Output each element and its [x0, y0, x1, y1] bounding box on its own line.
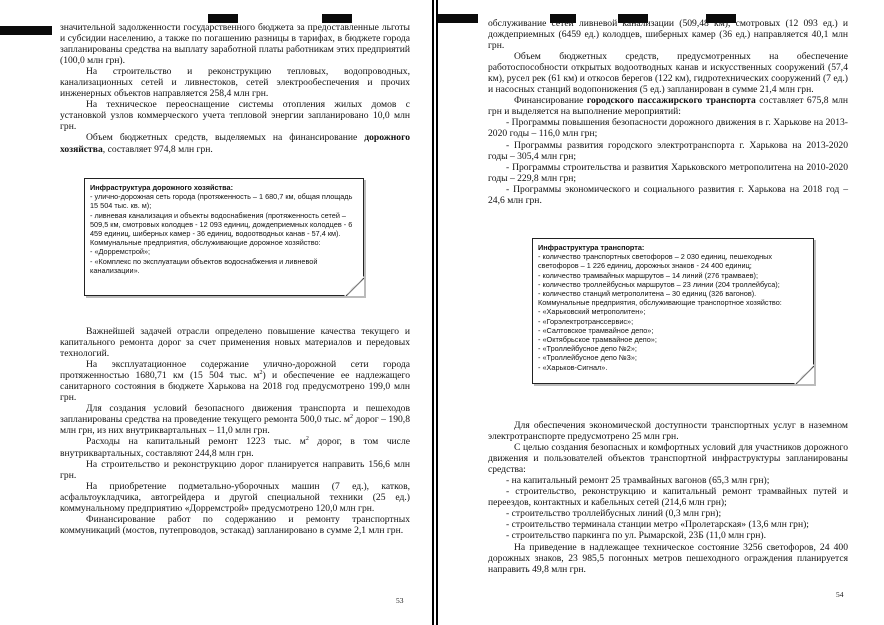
infobox-title: Инфраструктура дорожного хозяйства:	[90, 183, 234, 192]
infobox-line: - «Октябрьское трамвайное депо»;	[538, 335, 657, 345]
paragraph: На строительство и реконструкцию тепловых, водопроводных, канализационных сетей и ливнестоков, сетей электрообеспечения и прочих инженерных объектов направляется 258,4 млн грн.	[60, 66, 410, 100]
infobox-line: - улично-дорожная сеть города (протяженность – 1 680,7 км, общая площадь 15 504 тыс. кв. м);	[90, 192, 353, 211]
redaction-bar	[438, 14, 478, 23]
infobox-title: Инфраструктура транспорта:	[538, 243, 645, 252]
paragraph: На строительство и реконструкцию дорог планируется направить 156,6 млн грн.	[60, 458, 410, 481]
program-item: - Программы экономического и социального развития г. Харькова на 2018 год – 24,6 млн грн.	[488, 183, 848, 206]
infobox-line: - «Троллейбусное депо №2»;	[538, 344, 637, 354]
infobox-line: - «Комплекс по эксплуатации объектов водоснабжения и ливневой канализации».	[90, 256, 318, 275]
left-text-bottom	[60, 326, 410, 536]
page-left	[0, 0, 432, 625]
paragraph: Расходы на капитальный ремонт 1223 тыс. $м^2$ дорог, в том числе внутриквартальных, составляют 244,8 млн грн.	[60, 436, 410, 459]
paragraph: Для обеспечения экономической доступности транспортных услуг в наземном электротранспорте предусмотрено 25 млн грн.	[488, 420, 848, 443]
infobox-line: - количество транспортных светофоров – 2 030 единиц, пешеходных светофоров – 1 226 единиц, дорожных знаков - 24 400 единиц;	[538, 252, 773, 271]
infobox-road-infrastructure	[84, 178, 364, 296]
funding-item: - строительство, реконструкцию и капитальный ремонт трамвайных путей и переездов, контактных и кабельных сетей (214,6 млн грн);	[488, 486, 848, 509]
infobox-line: - количество троллейбусных маршрутов – 23 линии (204 троллейбуса);	[538, 279, 780, 289]
funding-item: - на капитальный ремонт 25 трамвайных вагонов (65,3 млн грн);	[506, 475, 770, 487]
page-number: 54	[836, 590, 844, 599]
paragraph: На техническое переоснащение системы отопления жилых домов с установкой узлов коммерческого учета тепловой энергии запланировано 10,0 млн грн.	[60, 99, 410, 133]
paragraph: На приобретение подметально-уборочных машин (7 ед.), катков, асфальтоукладчика, автогрейдера и другой специальной техники (25 ед.) коммунальному предприятию «Дорремстрой» предусмотрено 120,0 млн грн.	[60, 480, 410, 514]
infobox-line: - количество станций метрополитена – 30 единиц (326 вагонов).	[538, 289, 757, 299]
bold-term: городского пассажирского транспорта	[586, 95, 756, 107]
program-item: - Программы развития городского электротранспорта г. Харькова на 2013-2020 годы – 305,4 млн грн;	[488, 139, 848, 162]
redaction-bar	[0, 26, 52, 35]
bold-term: дорожного хозяйства	[60, 132, 410, 155]
infobox-line: - количество трамвайных маршрутов – 14 линий (276 трамваев);	[538, 270, 759, 280]
paragraph: Важнейшей задачей отрасли определено повышение качества текущего и капитального ремонта дорог за счет применения новых материалов и передовых технологий.	[60, 326, 410, 360]
funding-item: - строительство терминала станции метро «Пролетарская» (13,6 млн грн);	[506, 519, 809, 531]
left-text-top	[60, 22, 410, 155]
paragraph: Финансирование городского пассажирского транспорта составляет 675,8 млн грн и выделяется на выполнение мероприятий:	[488, 95, 848, 118]
infobox-line: - «Салтовское трамвайное депо»;	[538, 325, 654, 335]
paragraph: значительной задолженности государственного бюджета за предоставленные льготы и субсидии населению, а также по погашению разницы в тарифах, в бюджете города запланированы средства на выплату заработной платы работникам этих предприятий (100,0 млн грн).	[60, 22, 410, 67]
paragraph: Объем бюджетных средств, предусмотренных на обеспечение работоспособности открытых водоотводных канав и искусственных сооружений (57,4 км), русел рек (61 км) и откосов берегов (122 км), гидротехнических сооружений (7 ед.) и насосных станций водопонижения (5 ед.) запланирован в сумме 21,4 млн грн.	[488, 51, 848, 96]
program-item: - Программы строительства и развития Харьковского метрополитена на 2010-2020 годы – 229,8 млн грн;	[488, 161, 848, 184]
paragraph: На эксплуатационное содержание улично-дорожной сети города протяженностью 1680,71 км (15 504 тыс. $м^2$) и обеспечение ее надлежащего санитарного состояния в бюджете Харькова на 2018 год предусмотрено 199,0 млн грн.	[60, 359, 410, 404]
right-text-bottom	[488, 420, 848, 575]
page-right	[438, 0, 884, 625]
paragraph: Для создания условий безопасного движения транспорта и пешеходов запланированы средства на проведение текущего ремонта 500,0 тыс. $м^2$ дорог – 190,8 млн грн, из них внутриквартальных – 11,0 млн грн.	[60, 403, 410, 437]
right-text-top	[488, 18, 848, 206]
page-gutter-gap	[434, 0, 436, 625]
paragraph: обслуживание сетей ливневой канализации (509,48 км), смотровых (12 093 ед.) и дождеприемных (6459 ед.) колодцев, шиберных камер (36 ед.) направляется 40,1 млн грн.	[488, 18, 848, 52]
infobox-line: - «Дорремстрой»;	[90, 247, 151, 257]
page-curl-icon	[344, 276, 364, 296]
infobox-transport-infrastructure	[532, 238, 814, 384]
paragraph: С целью создания безопасных и комфортных условий для участников дорожного движения и пользователей объектов транспортной инфраструктуры запланированы средства:	[488, 442, 848, 476]
infobox-line: Коммунальные предприятия, обслуживающие дорожное хозяйство:	[90, 238, 321, 248]
paragraph: Финансирование работ по содержанию и ремонту транспортных коммуникаций (мостов, путепроводов, эстакад) запланировано в сумме 2,1 млн грн.	[60, 513, 410, 536]
paragraph: Объем бюджетных средств, выделяемых на финансирование дорожного хозяйства, составляет 974,8 млн грн.	[60, 132, 410, 155]
infobox-line: - «Харьковский метрополитен»;	[538, 307, 646, 317]
page-curl-icon	[794, 364, 814, 384]
funding-item: - строительство паркинга по ул. Рымарской, 23Б (11,0 млн грн).	[506, 530, 766, 542]
page-number: 53	[396, 596, 404, 605]
infobox-line: Коммунальные предприятия, обслуживающие транспортное хозяйство:	[538, 298, 782, 308]
infobox-line: - «Харьков-Сигнал».	[538, 362, 608, 372]
infobox-line: - «Троллейбусное депо №3»;	[538, 353, 637, 363]
program-item: - Программы повышения безопасности дорожного движения в г. Харькове на 2013-2020 годы – 116,0 млн грн;	[488, 117, 848, 140]
infobox-line: - «Горэлектротранссервис»;	[538, 316, 634, 326]
funding-item: - строительство троллейбусных линий (0,3 млн грн);	[506, 508, 722, 520]
infobox-line: - ливневая канализация и объекты водоснабжения (протяженность сетей – 509,5 км, смотровых колодцев - 12 093 единиц, дождеприемных колодцев - 6 459 единиц, шиберных камер - 36 единиц, водоотводных канав - 57,4 км).	[90, 210, 353, 239]
paragraph: На приведение в надлежащее техническое состояние 3256 светофоров, 24 400 дорожных знаков, 23 985,5 погонных метров пешеходного ограждения планируется направить 49,8 млн грн.	[488, 541, 848, 575]
